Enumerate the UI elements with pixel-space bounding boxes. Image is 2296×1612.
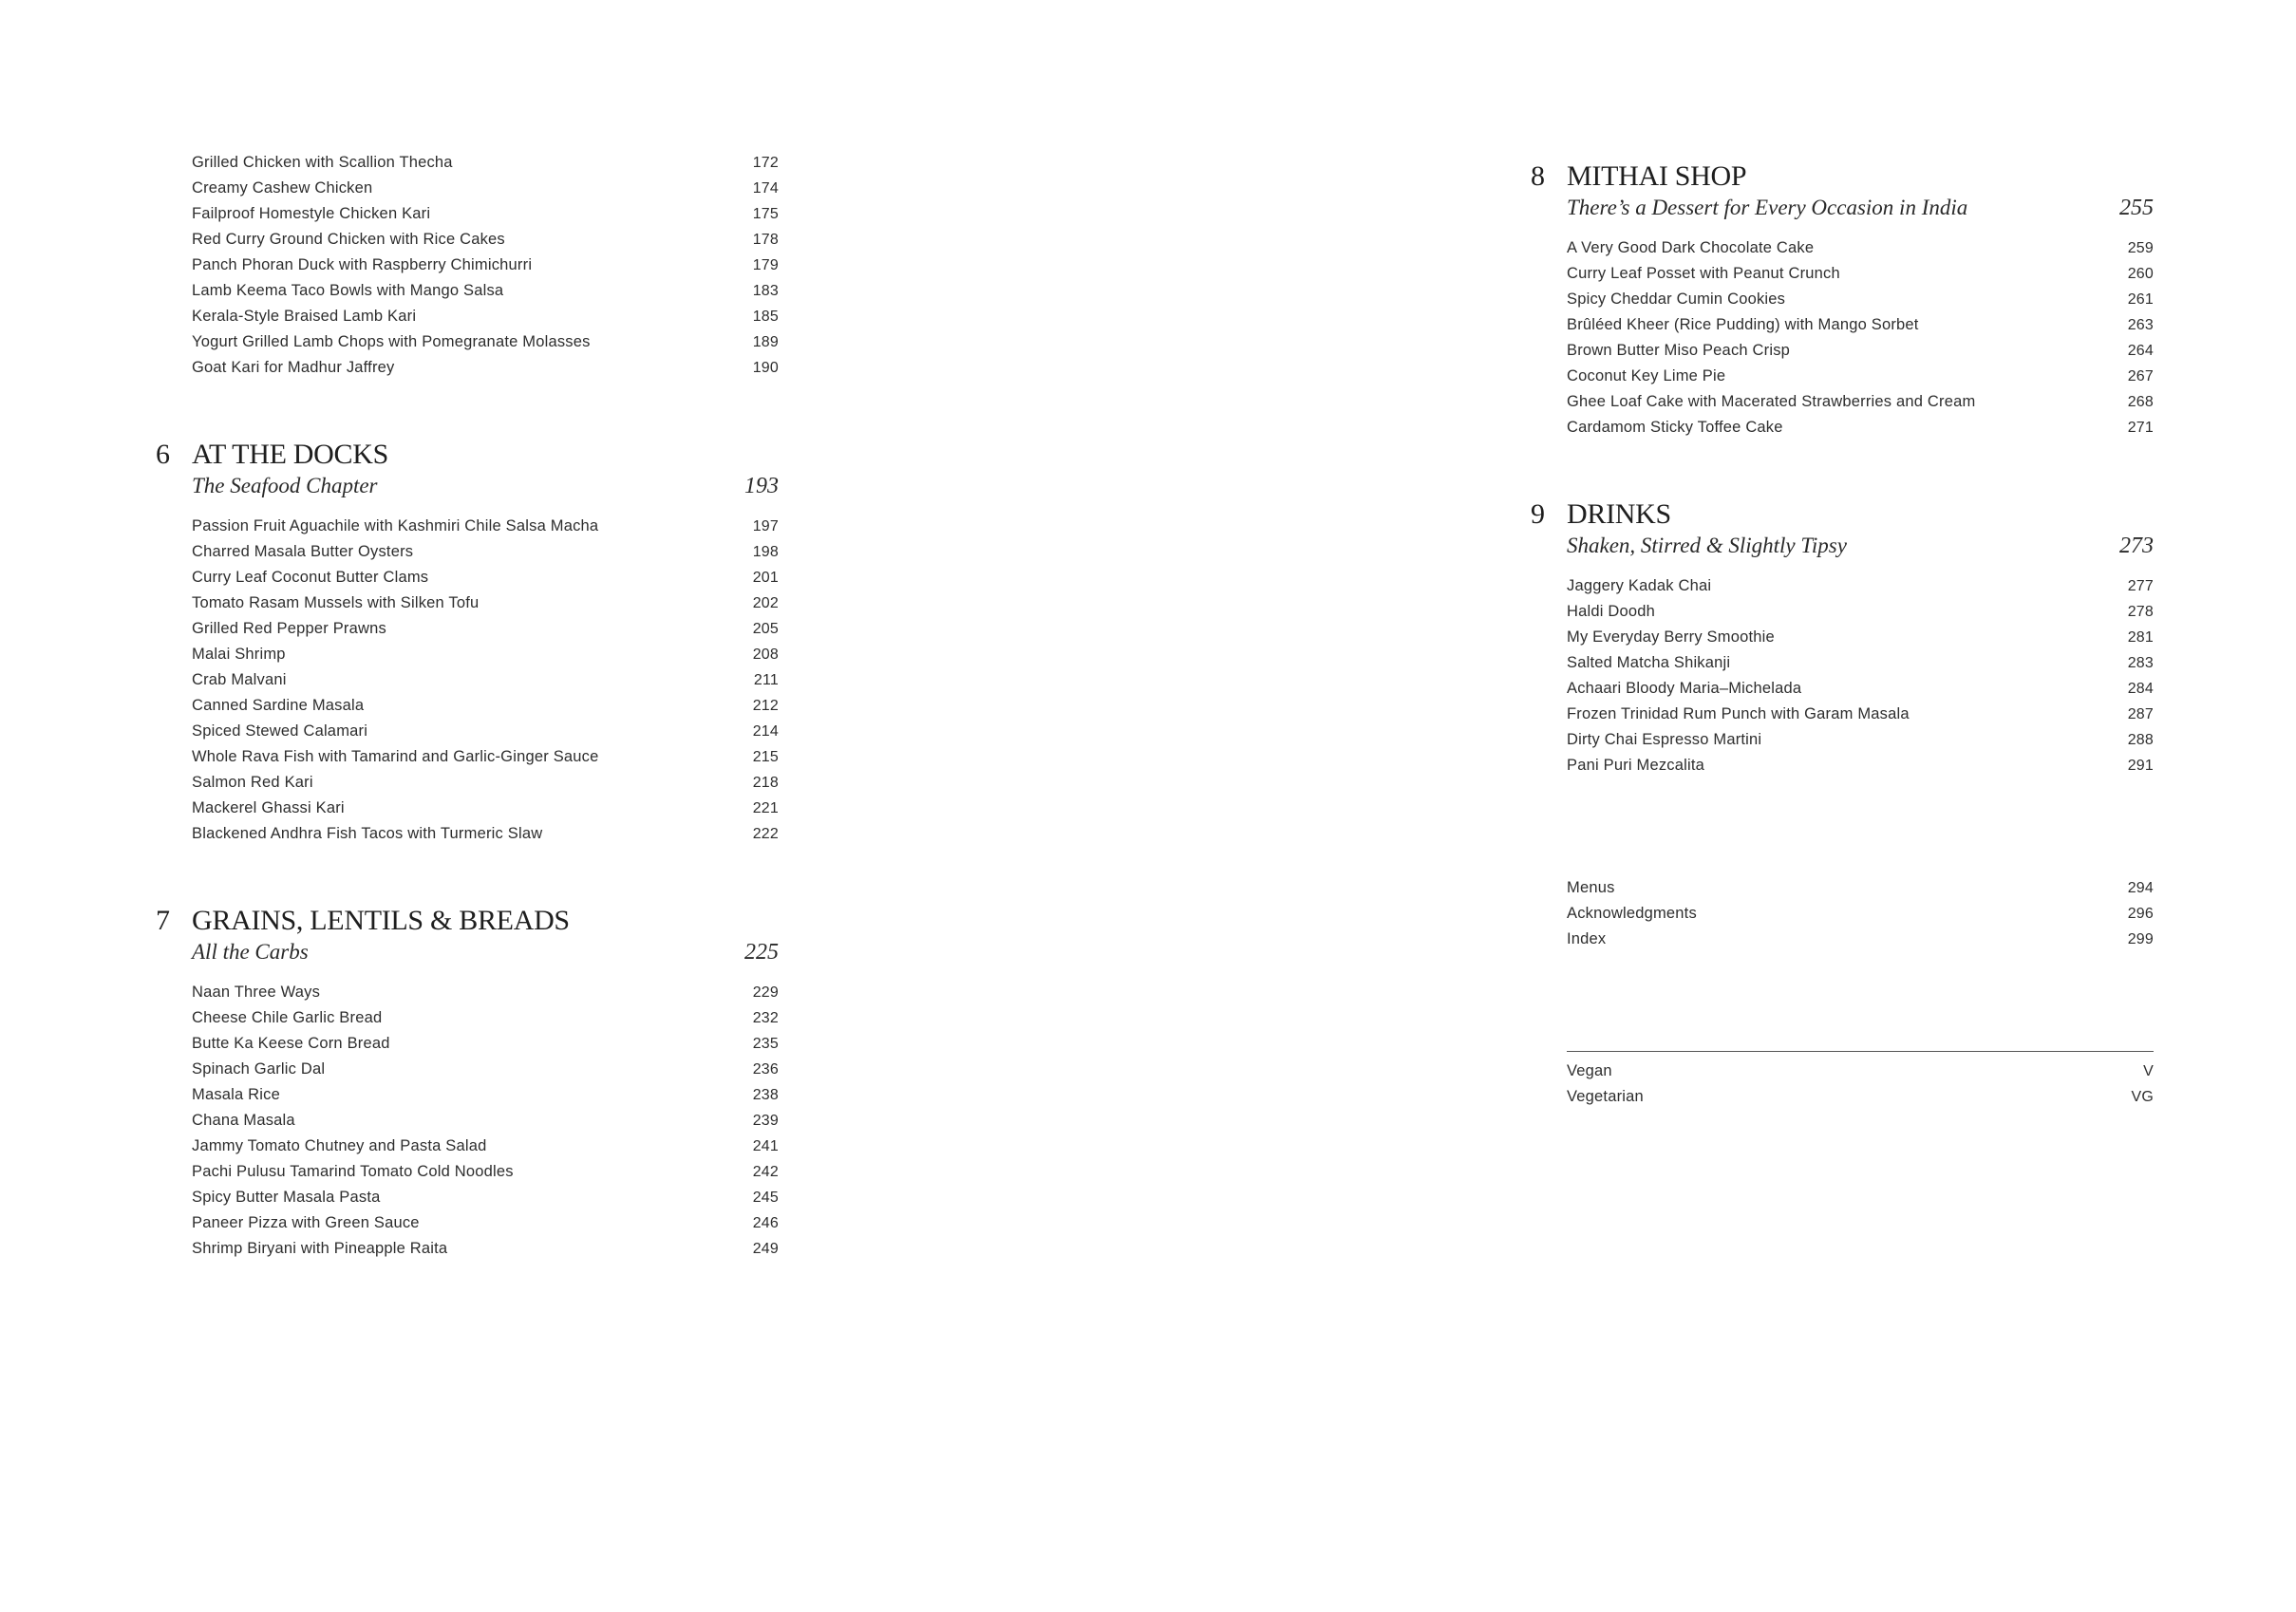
entry-title: Chana Masala: [192, 1112, 295, 1129]
toc-entry[interactable]: [1567, 599, 2154, 625]
entry-title: Grilled Red Pepper Prawns: [192, 620, 386, 637]
toc-entry[interactable]: [192, 770, 779, 796]
entry-title: Spicy Cheddar Cumin Cookies: [1567, 291, 1786, 308]
entry-page-number: 241: [752, 1138, 779, 1154]
continued-entry-list: [192, 150, 779, 381]
toc-entry[interactable]: [192, 744, 779, 770]
toc-entry[interactable]: [192, 355, 779, 381]
chapter-6: [156, 438, 779, 847]
entry-title: Pachi Pulusu Tamarind Tomato Cold Noodles: [192, 1163, 514, 1180]
toc-entry[interactable]: [1567, 312, 2154, 338]
toc-entry[interactable]: [1567, 261, 2154, 287]
back-matter-entry[interactable]: [1567, 901, 2154, 927]
toc-entry[interactable]: [1567, 702, 2154, 727]
toc-entry[interactable]: [192, 150, 779, 176]
entry-page-number: 229: [752, 984, 779, 1001]
entry-title: My Everyday Berry Smoothie: [1567, 628, 1775, 646]
entry-page-number: 205: [752, 621, 779, 637]
entry-page-number: 198: [752, 544, 779, 560]
entry-title: Malai Shrimp: [192, 646, 286, 663]
entry-page-number: 208: [752, 647, 779, 663]
entry-page-number: 242: [752, 1164, 779, 1180]
toc-entry[interactable]: [192, 693, 779, 719]
chapter-number: 9: [1531, 498, 1545, 530]
entry-page-number: 185: [752, 309, 779, 325]
chapter-heading[interactable]: [156, 904, 779, 938]
legend-list: [1567, 1059, 2154, 1110]
entry-page-number: 264: [2127, 343, 2154, 359]
entry-page-number: 268: [2127, 394, 2154, 410]
entry-page-number: 174: [752, 180, 779, 197]
entry-title: Shrimp Biryani with Pineapple Raita: [192, 1240, 448, 1257]
toc-entry[interactable]: [192, 253, 779, 278]
entry-page-number: 172: [752, 155, 779, 171]
entry-title: Masala Rice: [192, 1086, 280, 1103]
entry-title: Curry Leaf Posset with Peanut Crunch: [1567, 265, 1840, 282]
entry-title: Canned Sardine Masala: [192, 697, 365, 714]
toc-entry[interactable]: [192, 1210, 779, 1236]
entry-page-number: 221: [752, 800, 779, 816]
entry-title: Curry Leaf Coconut Butter Clams: [192, 569, 429, 586]
toc-entry[interactable]: [192, 539, 779, 565]
chapter-subtitle-row: [192, 472, 779, 504]
entry-title: Menus: [1567, 879, 1615, 896]
toc-entry[interactable]: [1567, 235, 2154, 261]
toc-entry[interactable]: [192, 1134, 779, 1159]
left-column: [156, 150, 779, 1262]
toc-entry[interactable]: [192, 1057, 779, 1082]
entry-page-number: 232: [752, 1010, 779, 1026]
toc-entry[interactable]: [192, 565, 779, 590]
entry-title: Failproof Homestyle Chicken Kari: [192, 205, 431, 222]
toc-entry[interactable]: [192, 1031, 779, 1057]
legend-entry: [1567, 1084, 2154, 1110]
entry-title: Brûléed Kheer (Rice Pudding) with Mango Sorbet: [1567, 316, 1919, 333]
entry-page-number: 178: [752, 232, 779, 248]
entry-title: Passion Fruit Aguachile with Kashmiri Chile Salsa Macha: [192, 517, 599, 534]
chapter-number: 7: [156, 905, 170, 936]
entry-page-number: 218: [752, 775, 779, 791]
toc-entry[interactable]: [192, 821, 779, 847]
toc-entry[interactable]: [192, 304, 779, 329]
entry-page-number: 294: [2127, 880, 2154, 896]
entry-page-number: 179: [752, 257, 779, 273]
entry-title: A Very Good Dark Chocolate Cake: [1567, 239, 1815, 256]
toc-entry[interactable]: [1567, 650, 2154, 676]
chapter-subtitle-row: [1567, 194, 2154, 226]
toc-entry[interactable]: [1567, 676, 2154, 702]
toc-entry[interactable]: [1567, 753, 2154, 778]
entry-page-number: 249: [752, 1241, 779, 1257]
chapter-heading[interactable]: [1531, 159, 2154, 194]
back-matter-list: [1567, 875, 2154, 952]
entry-page-number: VG: [2131, 1089, 2154, 1105]
entry-title: Grilled Chicken with Scallion Thecha: [192, 154, 453, 171]
chapter-page-number: 225: [744, 940, 779, 965]
toc-entry[interactable]: [1567, 338, 2154, 364]
entry-title: Frozen Trinidad Rum Punch with Garam Masala: [1567, 705, 1910, 722]
entry-page-number: 296: [2127, 906, 2154, 922]
entry-page-number: 175: [752, 206, 779, 222]
entry-title: Red Curry Ground Chicken with Rice Cakes: [192, 231, 505, 248]
entry-title: Mackerel Ghassi Kari: [192, 799, 345, 816]
back-matter-entry[interactable]: [1567, 875, 2154, 901]
chapter-subtitle-row: [192, 938, 779, 970]
toc-entry[interactable]: [1567, 415, 2154, 440]
entry-title: Achaari Bloody Maria–Michelada: [1567, 680, 1802, 697]
entry-page-number: 222: [752, 826, 779, 842]
entry-page-number: 197: [752, 518, 779, 534]
chapter-number: 6: [156, 439, 170, 470]
left-chapter-list: [156, 438, 779, 1262]
chapter-8: [1531, 159, 2154, 440]
right-chapter-list: [1531, 159, 2154, 778]
toc-entry[interactable]: [192, 642, 779, 667]
toc-entry[interactable]: [1567, 389, 2154, 415]
chapter-page-number: 255: [2119, 196, 2154, 220]
toc-entry[interactable]: [192, 1082, 779, 1108]
entry-page-number: 211: [753, 672, 779, 688]
entry-title: Vegan: [1567, 1062, 1612, 1079]
entry-page-number: 260: [2127, 266, 2154, 282]
toc-entry[interactable]: [192, 227, 779, 253]
chapter-heading[interactable]: [1531, 497, 2154, 532]
toc-entry[interactable]: [192, 1005, 779, 1031]
entry-page-number: V: [2143, 1063, 2154, 1079]
chapter-subtitle: Shaken, Stirred & Slightly Tipsy: [1567, 534, 1847, 557]
entry-page-number: 202: [752, 595, 779, 611]
toc-entry[interactable]: [1567, 625, 2154, 650]
entry-page-number: 214: [752, 723, 779, 740]
entry-page-number: 261: [2127, 291, 2154, 308]
entry-title: Goat Kari for Madhur Jaffrey: [192, 359, 395, 376]
entry-page-number: 245: [752, 1190, 779, 1206]
entry-title: Creamy Cashew Chicken: [192, 179, 373, 197]
toc-entry[interactable]: [192, 1236, 779, 1262]
chapter-subtitle: The Seafood Chapter: [192, 474, 378, 497]
entry-title: Jaggery Kadak Chai: [1567, 577, 1712, 594]
entry-page-number: 284: [2127, 681, 2154, 697]
legend-entry: [1567, 1059, 2154, 1084]
entry-title: Yogurt Grilled Lamb Chops with Pomegranate Molasses: [192, 333, 591, 350]
entry-page-number: 212: [752, 698, 779, 714]
legend-divider: [1567, 1051, 2154, 1052]
chapter-subtitle-row: [1567, 532, 2154, 564]
toc-entry[interactable]: [192, 719, 779, 744]
entry-page-number: 271: [2127, 420, 2154, 436]
toc-entry[interactable]: [192, 329, 779, 355]
entry-page-number: 267: [2127, 368, 2154, 384]
toc-entry[interactable]: [192, 514, 779, 539]
entry-page-number: 299: [2127, 931, 2154, 947]
toc-entry[interactable]: [192, 590, 779, 616]
chapter-subtitle: There’s a Dessert for Every Occasion in India: [1567, 196, 1968, 219]
entry-title: Cardamom Sticky Toffee Cake: [1567, 419, 1783, 436]
toc-entry[interactable]: [1567, 573, 2154, 599]
entry-title: Ghee Loaf Cake with Macerated Strawberries and Cream: [1567, 393, 1976, 410]
chapter-title: GRAINS, LENTILS & BREADS: [192, 905, 570, 936]
entry-title: Panch Phoran Duck with Raspberry Chimichurri: [192, 256, 533, 273]
entry-title: Brown Butter Miso Peach Crisp: [1567, 342, 1791, 359]
toc-entry[interactable]: [1567, 287, 2154, 312]
chapter-7: [156, 904, 779, 1262]
entry-page-number: 246: [752, 1215, 779, 1231]
entry-page-number: 239: [752, 1113, 779, 1129]
entry-title: Blackened Andhra Fish Tacos with Turmeric Slaw: [192, 825, 543, 842]
entry-title: Cheese Chile Garlic Bread: [192, 1009, 383, 1026]
chapter-title: DRINKS: [1567, 498, 1671, 530]
entry-page-number: 189: [752, 334, 779, 350]
toc-entry[interactable]: [192, 1159, 779, 1185]
chapter-page-number: 273: [2119, 534, 2154, 558]
entry-title: Lamb Keema Taco Bowls with Mango Salsa: [192, 282, 504, 299]
chapter-heading[interactable]: [156, 438, 779, 472]
entry-page-number: 287: [2127, 706, 2154, 722]
diet-legend: [1567, 1051, 2154, 1110]
entry-title: Spinach Garlic Dal: [192, 1060, 326, 1078]
entry-page-number: 283: [2127, 655, 2154, 671]
toc-entry[interactable]: [1567, 727, 2154, 753]
entry-title: Vegetarian: [1567, 1088, 1644, 1105]
entry-title: Paneer Pizza with Green Sauce: [192, 1214, 420, 1231]
entry-title: Spicy Butter Masala Pasta: [192, 1189, 381, 1206]
entry-title: Spiced Stewed Calamari: [192, 722, 368, 740]
entry-title: Coconut Key Lime Pie: [1567, 367, 1726, 384]
chapter-subtitle: All the Carbs: [192, 940, 309, 964]
chapter-9: [1531, 497, 2154, 778]
entry-page-number: 281: [2127, 629, 2154, 646]
toc-entry[interactable]: [192, 176, 779, 201]
entry-title: Dirty Chai Espresso Martini: [1567, 731, 1762, 748]
entry-page-number: 288: [2127, 732, 2154, 748]
entry-title: Kerala-Style Braised Lamb Kari: [192, 308, 417, 325]
entry-page-number: 215: [752, 749, 779, 765]
entry-page-number: 263: [2127, 317, 2154, 333]
entry-title: Haldi Doodh: [1567, 603, 1656, 620]
entry-page-number: 183: [752, 283, 779, 299]
entry-page-number: 190: [752, 360, 779, 376]
entry-title: Charred Masala Butter Oysters: [192, 543, 414, 560]
entry-page-number: 259: [2127, 240, 2154, 256]
toc-entry[interactable]: [192, 980, 779, 1005]
entry-page-number: 201: [752, 570, 779, 586]
chapter-number: 8: [1531, 160, 1545, 192]
chapter-title: MITHAI SHOP: [1567, 160, 1747, 192]
entry-page-number: 291: [2127, 758, 2154, 774]
entry-title: Index: [1567, 930, 1607, 947]
entry-page-number: 238: [752, 1087, 779, 1103]
entry-title: Naan Three Ways: [192, 984, 321, 1001]
chapter-page-number: 193: [744, 474, 779, 498]
toc-entry[interactable]: [192, 1108, 779, 1134]
entry-page-number: 236: [752, 1061, 779, 1078]
right-column: [1531, 150, 2154, 1110]
entry-title: Butte Ka Keese Corn Bread: [192, 1035, 390, 1052]
entry-title: Pani Puri Mezcalita: [1567, 757, 1705, 774]
chapter-title: AT THE DOCKS: [192, 439, 388, 470]
entry-title: Whole Rava Fish with Tamarind and Garlic-Ginger Sauce: [192, 748, 599, 765]
entry-title: Tomato Rasam Mussels with Silken Tofu: [192, 594, 480, 611]
toc-entry[interactable]: [192, 796, 779, 821]
entry-page-number: 277: [2127, 578, 2154, 594]
toc-entry[interactable]: [1567, 364, 2154, 389]
entry-page-number: 278: [2127, 604, 2154, 620]
toc-entry[interactable]: [192, 201, 779, 227]
entry-title: Salmon Red Kari: [192, 774, 313, 791]
back-matter-entry[interactable]: [1567, 927, 2154, 952]
toc-entry[interactable]: [192, 278, 779, 304]
entry-title: Crab Malvani: [192, 671, 287, 688]
entry-page-number: 235: [752, 1036, 779, 1052]
toc-entry[interactable]: [192, 616, 779, 642]
toc-entry[interactable]: [192, 667, 779, 693]
entry-title: Jammy Tomato Chutney and Pasta Salad: [192, 1137, 487, 1154]
entry-title: Salted Matcha Shikanji: [1567, 654, 1731, 671]
toc-entry[interactable]: [192, 1185, 779, 1210]
entry-title: Acknowledgments: [1567, 905, 1697, 922]
